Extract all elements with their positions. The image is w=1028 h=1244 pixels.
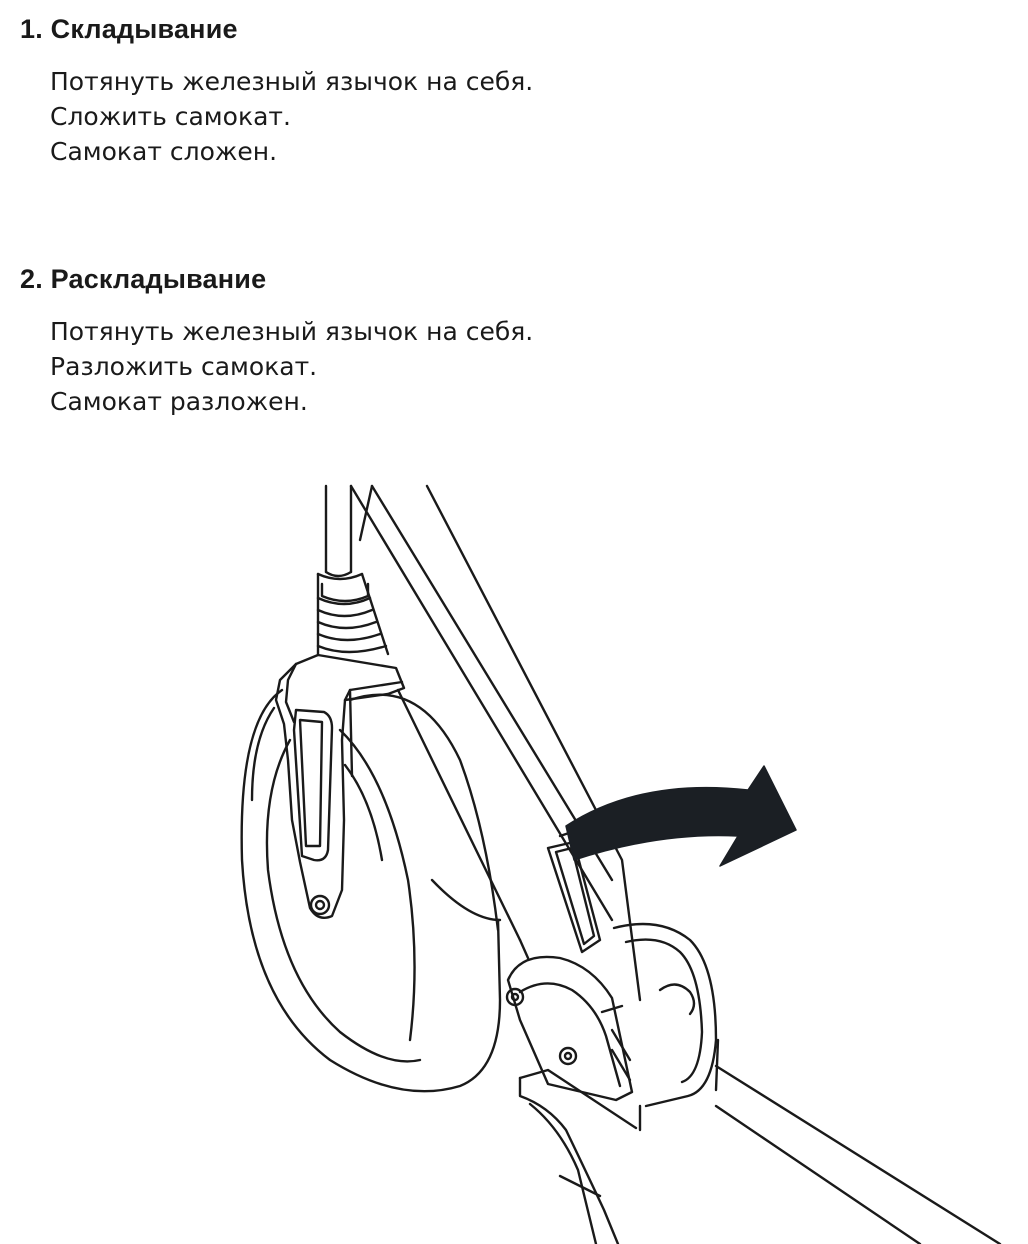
section-unfolding (20, 262, 533, 419)
step-item: Разложить самокат. (50, 352, 318, 381)
step-item: Самокат разложен. (50, 387, 308, 416)
step-item: Потянуть железный язычок на себя. (50, 67, 534, 96)
step-item: Самокат сложен. (50, 137, 278, 166)
front-wheel (242, 690, 500, 1091)
scooter-folding-latch-icon (0, 470, 1028, 1244)
stem-tube (326, 486, 351, 576)
step-list (50, 64, 533, 169)
scooter-folding-illustration (0, 470, 1028, 1244)
folding-hinge (507, 957, 632, 1100)
section-heading: 2. Раскладывание (20, 264, 267, 294)
scooter-deck (520, 1066, 1000, 1244)
step-item: Сложить самокат. (50, 102, 291, 131)
pull-direction-arrow-icon (566, 766, 796, 866)
suspension-bellows (318, 574, 388, 655)
section-heading: 1. Складывание (20, 14, 238, 44)
section-folding (20, 12, 533, 169)
step-item: Потянуть железный язычок на себя. (50, 317, 534, 346)
step-list (50, 314, 533, 419)
